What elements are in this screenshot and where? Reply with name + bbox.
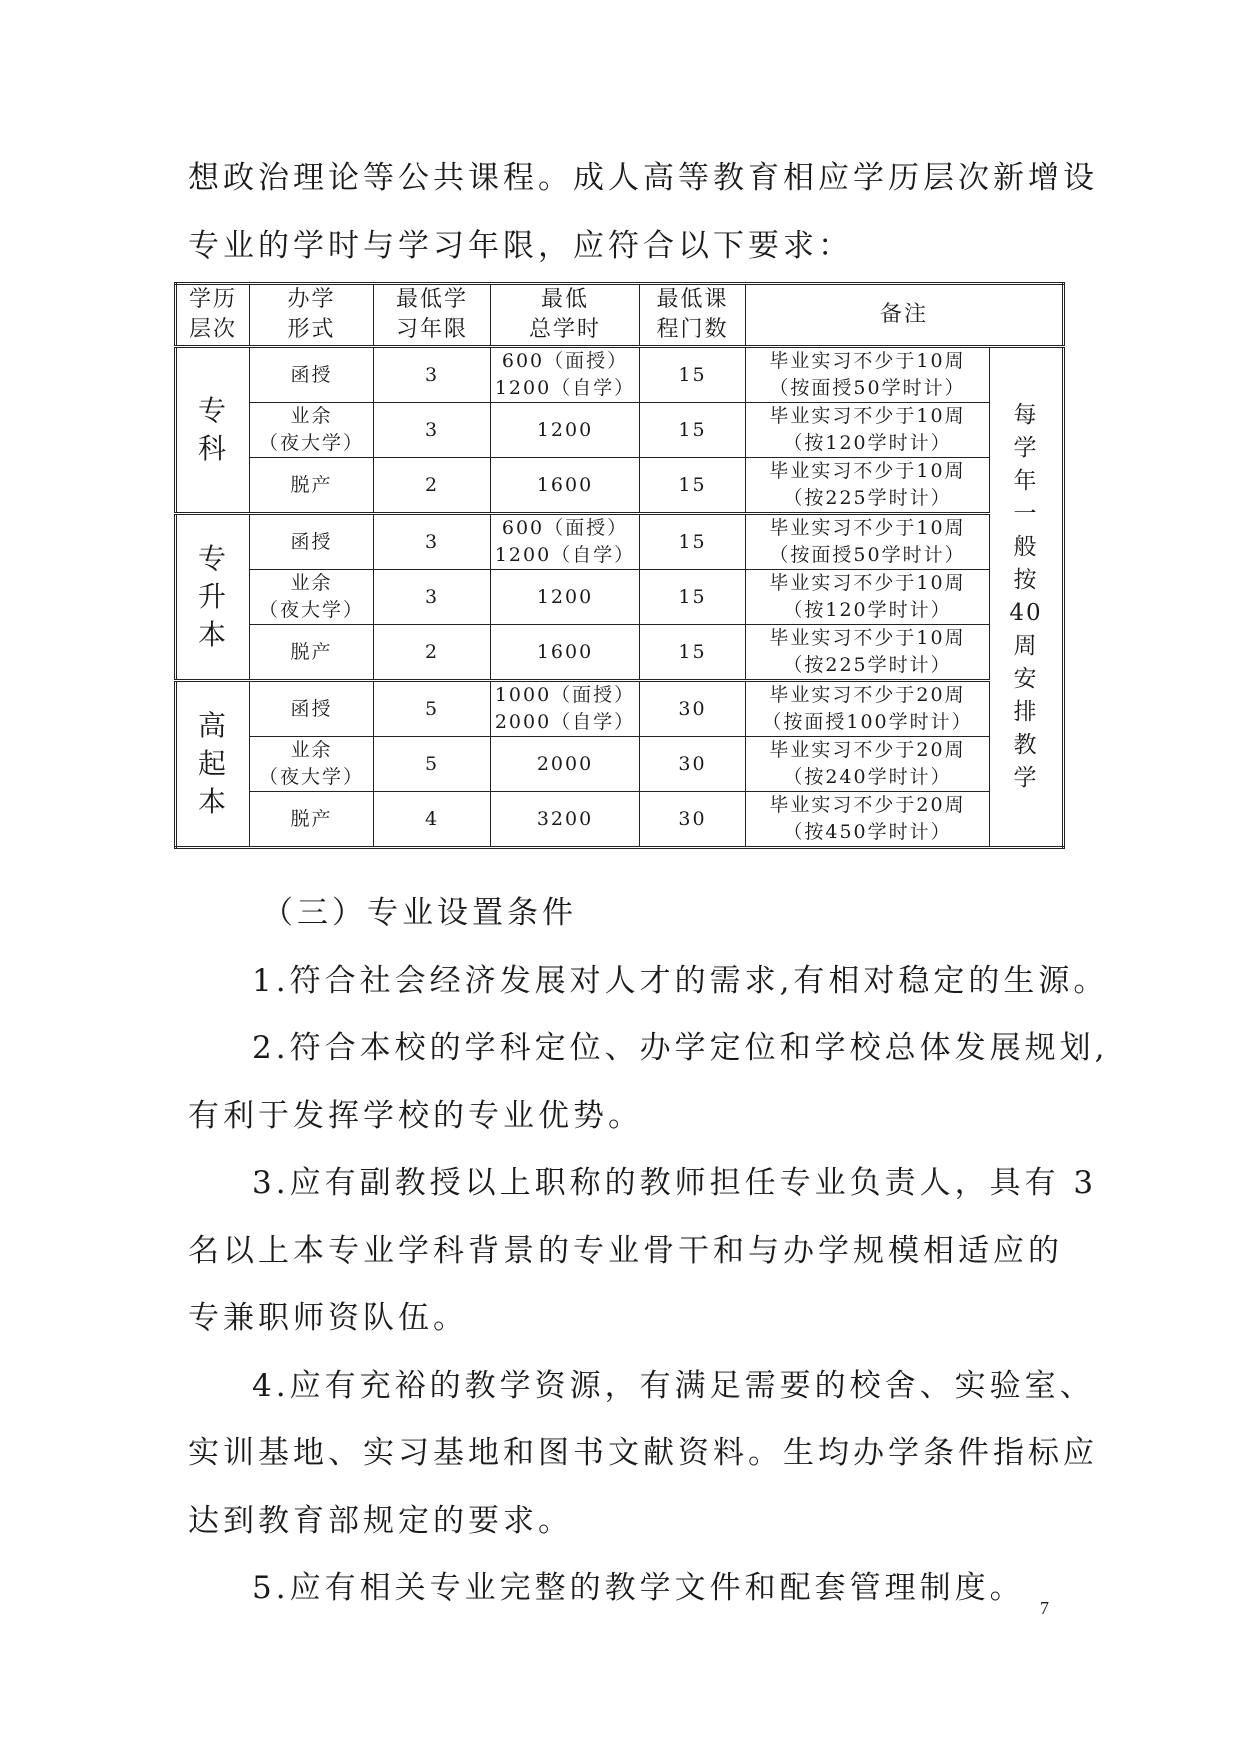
hours-text: 1600 [536,640,594,663]
intro-line-2: 专业的学时与学习年限，应符合以下要求： [188,228,853,264]
form-cell [250,625,374,681]
note-text: （按240学时计） [783,766,952,788]
body-line-6: 专兼职师资队伍。 [188,1300,468,1336]
table-row [176,625,1064,681]
hours-cell [491,625,640,681]
note-cell [746,514,990,570]
merged-note-char: 教 [1013,732,1039,758]
hours-text: 600（面授） [501,517,629,539]
note-text: （按面授100学时计） [762,711,973,733]
note-cell [746,625,990,681]
note-text: 毕业实习不少于20周 [769,684,966,706]
years-cell: 3 [374,514,491,570]
body-line-5: 名以上本专业学科背景的专业骨干和与办学规模相适应的 [188,1233,1063,1269]
form-cell [250,737,374,792]
header-cell [491,284,640,347]
years-cell: 4 [374,792,491,848]
header-text: 学历 [188,287,237,312]
hours-cell [491,458,640,514]
header-text: 形式 [287,317,336,342]
header-cell [746,284,1064,347]
header-cell [250,284,374,347]
table-row [176,403,1064,458]
hours-text: 1200（自学） [494,544,636,566]
merged-note-cell [990,347,1064,848]
merged-note-char: 般 [1013,534,1039,560]
courses-cell: 15 [640,458,746,514]
form-text: 脱产 [290,473,333,496]
hours-text: 1200 [536,585,594,608]
hours-text: 600（面授） [501,350,629,372]
note-text: （按225学时计） [783,487,952,509]
note-cell [746,792,990,848]
note-text: 毕业实习不少于20周 [769,739,966,761]
note-text: （按面授50学时计） [769,544,966,566]
section-heading: （三）专业设置条件 [262,895,577,931]
years-cell: 5 [374,737,491,792]
hours-cell [491,403,640,458]
note-cell [746,681,990,737]
form-text: 业余 [290,572,333,594]
header-cell [374,284,491,347]
body-line-10: 5.应有相关专业完整的教学文件和配套管理制度。 [252,1570,1025,1606]
courses-cell: 15 [640,625,746,681]
level-cell [176,514,250,681]
hours-cell [491,792,640,848]
header-text: 最低学 [395,287,468,312]
hours-text: 1600 [536,473,594,496]
years-cell: 3 [374,570,491,625]
note-cell [746,570,990,625]
merged-note-char: 学 [1013,765,1039,791]
hours-cell [491,681,640,737]
note-cell [746,737,990,792]
merged-note-char: 每 [1013,402,1039,428]
years-cell: 5 [374,681,491,737]
level-text: 高 [197,709,228,742]
hours-text: 1200（自学） [494,377,636,399]
courses-cell: 15 [640,570,746,625]
courses-cell: 15 [640,347,746,403]
merged-note-char: 一 [1013,501,1039,527]
note-text: 毕业实习不少于10周 [769,460,966,482]
hours-cell [491,514,640,570]
form-cell [250,792,374,848]
table-row [176,570,1064,625]
form-text: （夜大学） [258,766,364,788]
merged-note-char: 年 [1013,468,1039,494]
requirements-table [174,282,1065,849]
table-row [176,458,1064,514]
courses-cell: 30 [640,737,746,792]
merged-note-char: 学 [1013,435,1039,461]
courses-cell: 30 [640,792,746,848]
note-text: （按面授50学时计） [769,377,966,399]
hours-cell [491,737,640,792]
header-cell [640,284,746,347]
form-cell [250,681,374,737]
body-line-8: 实训基地、实习基地和图书文献资料。生均办学条件指标应 [188,1435,1098,1471]
level-text: 本 [197,785,228,818]
note-cell [746,403,990,458]
header-text: 总学时 [528,317,601,342]
table-row [176,347,1064,403]
hours-text: 3200 [536,807,594,830]
note-text: 毕业实习不少于10周 [769,627,966,649]
note-text: 毕业实习不少于20周 [769,794,966,816]
table-row [176,681,1064,737]
level-cell [176,681,250,848]
form-cell [250,514,374,570]
header-text: 程门数 [656,317,729,342]
table-row [176,514,1064,570]
hours-cell [491,570,640,625]
courses-cell: 30 [640,681,746,737]
years-cell: 2 [374,458,491,514]
years-cell: 3 [374,403,491,458]
form-text: 脱产 [290,807,333,830]
form-cell [250,403,374,458]
body-line-3: 有利于发挥学校的专业优势。 [188,1098,643,1134]
body-line-2: 2.符合本校的学科定位、办学定位和学校总体发展规划, [252,1030,1109,1066]
body-line-9: 达到教育部规定的要求。 [188,1503,573,1539]
table-row [176,792,1064,848]
years-cell: 3 [374,347,491,403]
form-text: 脱产 [290,640,333,663]
note-text: 毕业实习不少于10周 [769,572,966,594]
years-cell: 2 [374,625,491,681]
level-text: 专 [197,394,228,427]
hours-text: 2000（自学） [494,711,636,733]
form-text: （夜大学） [258,599,364,621]
form-cell [250,570,374,625]
form-text: 函授 [290,530,333,553]
note-text: （按120学时计） [783,599,952,621]
courses-cell: 15 [640,403,746,458]
note-text: （按225学时计） [783,654,952,676]
level-text: 升 [197,580,228,613]
body-line-4: 3.应有副教授以上职称的教师担任专业负责人，具有 3 [252,1165,1098,1201]
header-text: 习年限 [395,317,468,342]
header-text: 备注 [879,302,928,327]
merged-note-char: 按 [1013,567,1039,593]
form-text: 业余 [290,405,333,427]
intro-line-1: 想政治理论等公共课程。成人高等教育相应学历层次新增设 [188,160,1098,196]
note-cell [746,458,990,514]
level-cell [176,347,250,514]
header-text: 最低 [540,287,589,312]
form-text: 业余 [290,739,333,761]
merged-note-char: 40 [1009,600,1043,626]
level-text: 本 [197,618,228,651]
header-cell [176,284,250,347]
table-row [176,737,1064,792]
form-cell [250,458,374,514]
level-text: 起 [197,747,228,780]
courses-cell: 15 [640,514,746,570]
level-text: 科 [197,432,228,465]
note-text: 毕业实习不少于10周 [769,405,966,427]
note-cell [746,347,990,403]
note-text: （按450学时计） [783,821,952,843]
form-text: （夜大学） [258,432,364,454]
header-text: 最低课 [656,287,729,312]
header-text: 层次 [188,317,237,342]
note-text: （按120学时计） [783,432,952,454]
hours-cell [491,347,640,403]
form-text: 函授 [290,697,333,720]
table-header-row [176,284,1064,347]
merged-note-char: 排 [1013,699,1039,725]
header-text: 办学 [287,287,336,312]
hours-text: 1000（面授） [494,684,636,706]
body-line-1: 1.符合社会经济发展对人才的需求,有相对稳定的生源。 [252,963,1109,999]
note-text: 毕业实习不少于10周 [769,517,966,539]
form-cell [250,347,374,403]
merged-note-char: 周 [1013,633,1039,659]
body-line-7: 4.应有充裕的教学资源，有满足需要的校舍、实验室、 [252,1368,1095,1404]
page-number: 7 [1040,1598,1049,1618]
note-text: 毕业实习不少于10周 [769,350,966,372]
merged-note-char: 安 [1013,666,1039,692]
hours-text: 1200 [536,418,594,441]
hours-text: 2000 [536,752,594,775]
level-text: 专 [197,542,228,575]
form-text: 函授 [290,363,333,386]
